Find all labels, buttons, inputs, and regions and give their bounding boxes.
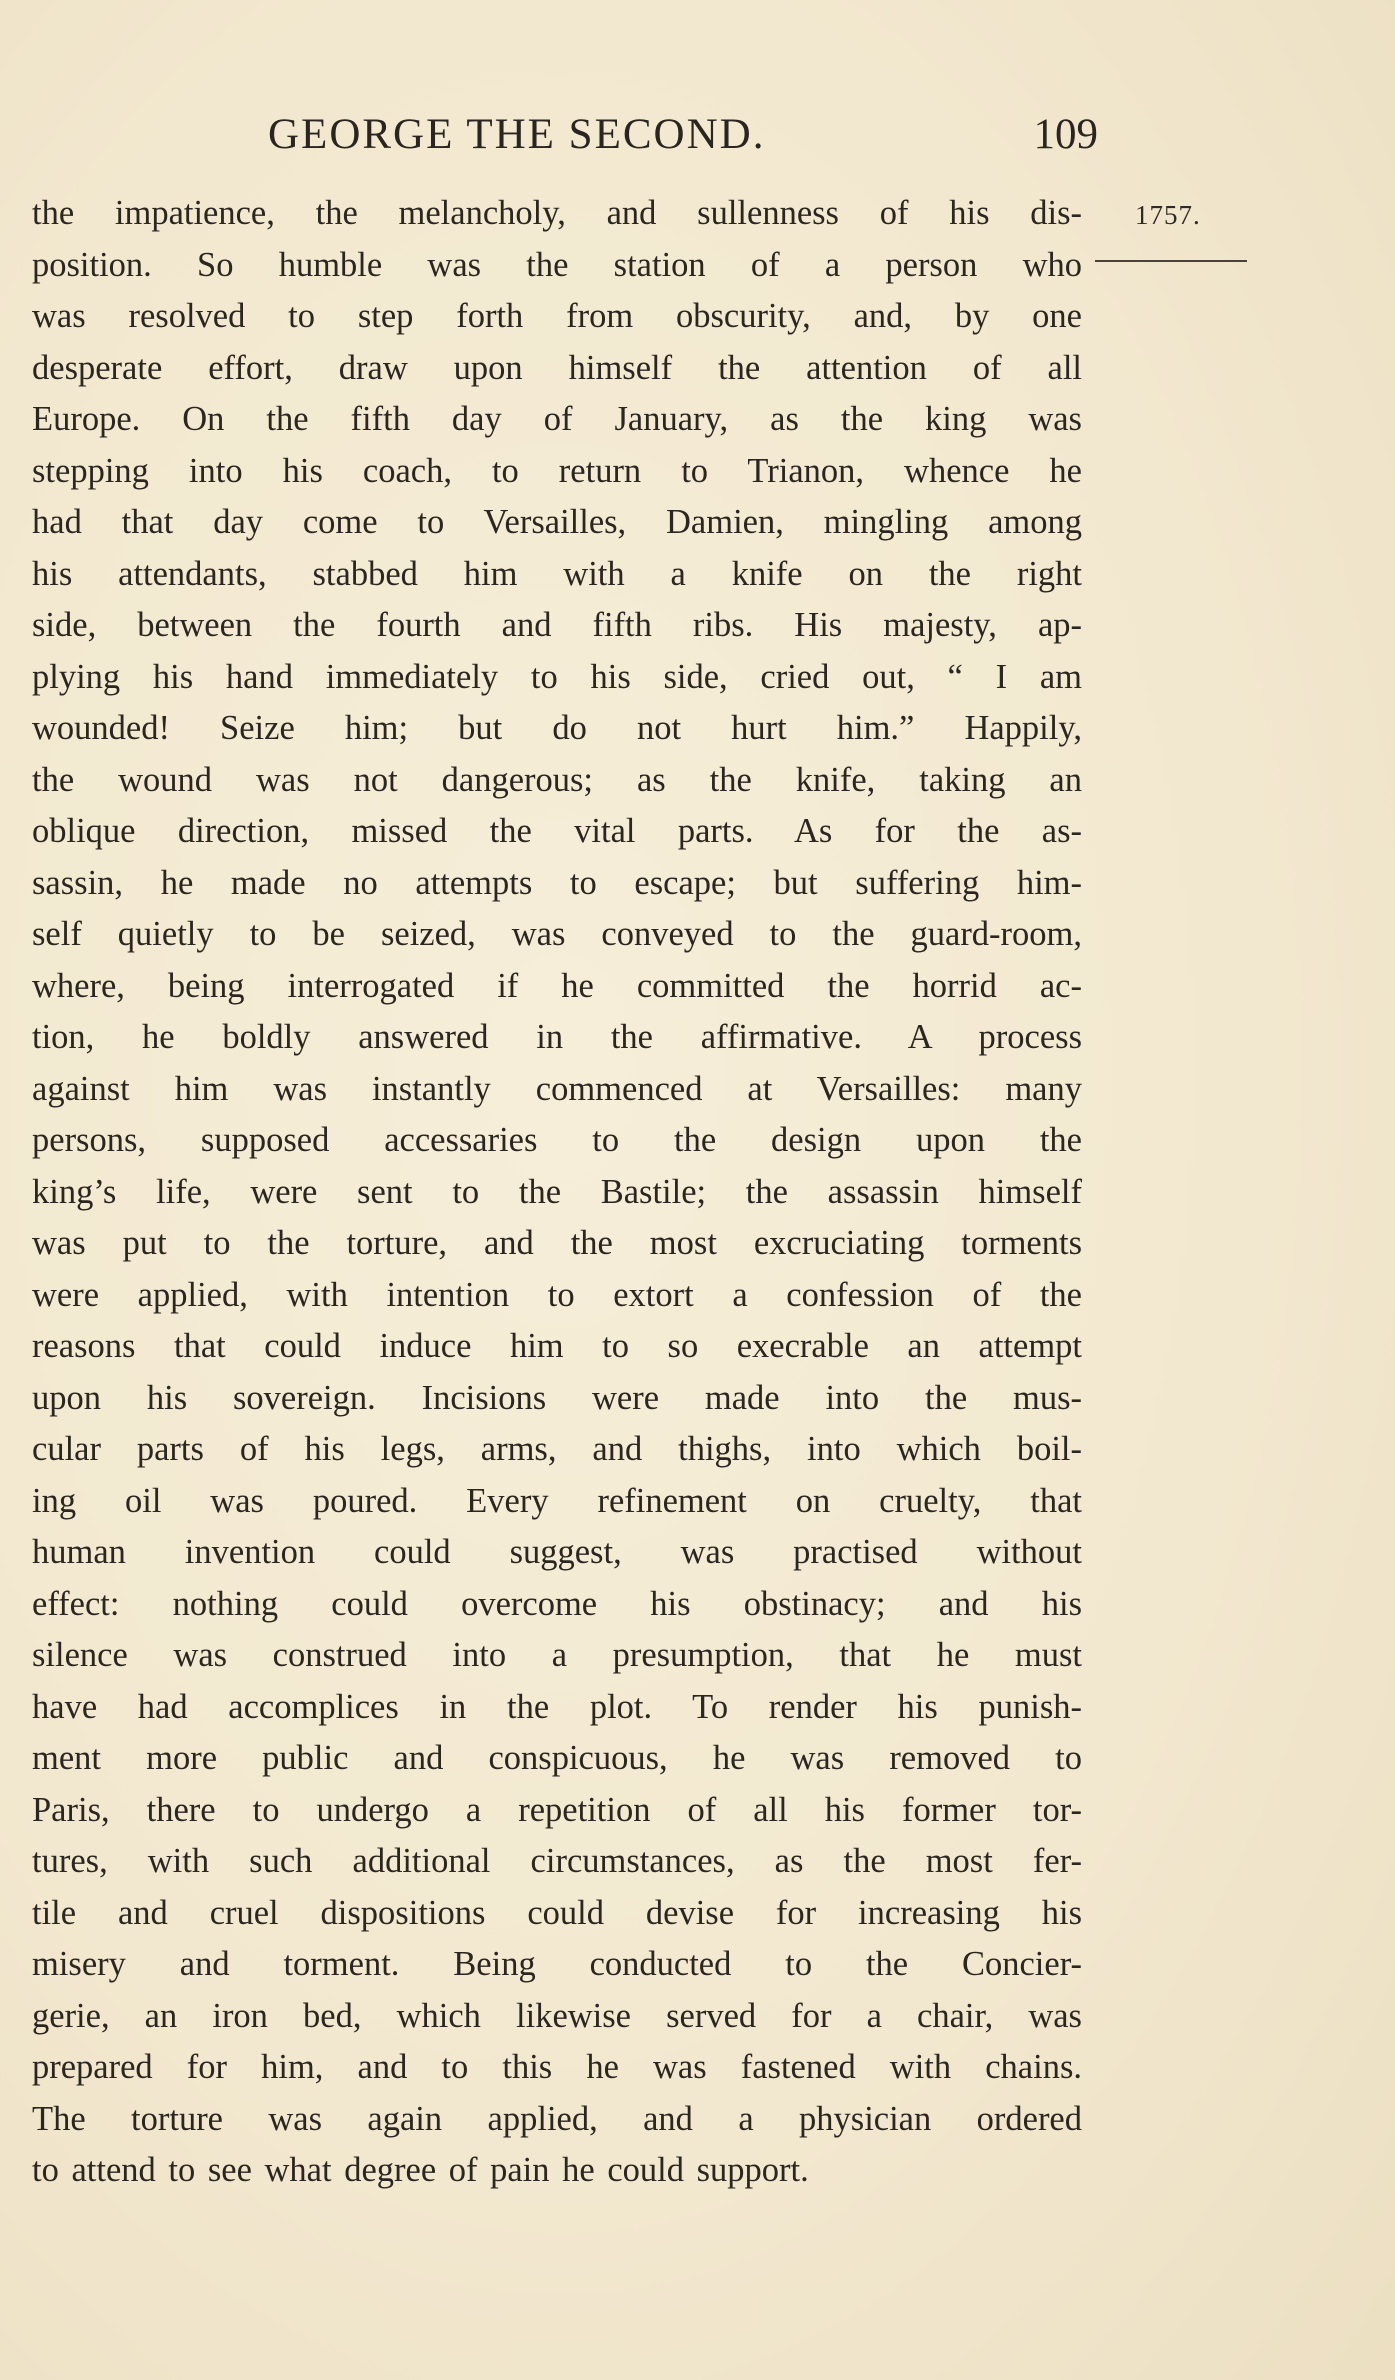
text-line: silence was construed into a presumption, that he must: [32, 1636, 1082, 1674]
text-line: Europe. On the fifth day of January, as the king was: [32, 400, 1082, 438]
text-line: tile and cruel dispositions could devise for increasing his: [32, 1893, 1082, 1932]
text-line: prepared for him, and to this he was fastened with chains.: [32, 2048, 1082, 2086]
text-line: were applied, with intention to extort a confession of the: [32, 1275, 1082, 1314]
text-line: stepping into his coach, to return to Trianon, whence he: [32, 451, 1082, 490]
text-line: tion, he boldly answered in the affirmative. A process: [32, 1018, 1082, 1056]
body-text: [32, 188, 1082, 2197]
marginal-year: 1757.: [1135, 200, 1201, 230]
text-line: side, between the fourth and fifth ribs. His majesty, ap-: [32, 606, 1082, 644]
text-line: to attend to see what degree of pain he could support.: [32, 2151, 809, 2189]
text-line: upon his sovereign. Incisions were made into the mus-: [32, 1378, 1082, 1417]
text-line: reasons that could induce him to so execrable an attempt: [32, 1327, 1082, 1365]
text-line: had that day come to Versailles, Damien, mingling among: [32, 503, 1082, 541]
text-line: plying his hand immediately to his side, cried out, “ I am: [32, 657, 1082, 696]
text-line: against him was instantly commenced at Versailles: many: [32, 1069, 1082, 1108]
text-line: tures, with such additional circumstances, as the most fer-: [32, 1842, 1082, 1880]
marginal-rule: [1095, 260, 1247, 262]
text-line: human invention could suggest, was practised without: [32, 1533, 1082, 1571]
text-line: oblique direction, missed the vital parts. As for the as-: [32, 812, 1082, 850]
text-line: Paris, there to undergo a repetition of all his former tor-: [32, 1790, 1082, 1829]
text-line: was resolved to step forth from obscurity, and, by one: [32, 297, 1082, 335]
text-line: persons, supposed accessaries to the design upon the: [32, 1121, 1082, 1159]
text-line: effect: nothing could overcome his obstinacy; and his: [32, 1584, 1082, 1623]
text-line: self quietly to be seized, was conveyed to the guard-room,: [32, 915, 1082, 953]
page-header: [268, 110, 1098, 170]
text-line: the impatience, the melancholy, and sullenness of his dis-: [32, 194, 1082, 232]
text-line: have had accomplices in the plot. To render his punish-: [32, 1687, 1082, 1726]
text-line: misery and torment. Being conducted to the Concier-: [32, 1945, 1082, 1983]
text-line: desperate effort, draw upon himself the attention of all: [32, 348, 1082, 387]
text-line: ing oil was poured. Every refinement on cruelty, that: [32, 1481, 1082, 1520]
page-number: 109: [1033, 111, 1098, 158]
text-line: position. So humble was the station of a person who: [32, 245, 1082, 284]
text-line: the wound was not dangerous; as the knife, taking an: [32, 760, 1082, 799]
text-line: sassin, he made no attempts to escape; but suffering him-: [32, 863, 1082, 902]
running-title: GEORGE THE SECOND.: [268, 111, 766, 158]
text-line: was put to the torture, and the most excruciating torments: [32, 1224, 1082, 1262]
text-line: wounded! Seize him; but do not hurt him.” Happily,: [32, 709, 1082, 747]
text-line: cular parts of his legs, arms, and thighs, into which boil-: [32, 1430, 1082, 1468]
text-line: ment more public and conspicuous, he was removed to: [32, 1739, 1082, 1777]
text-line: gerie, an iron bed, which likewise served for a chair, was: [32, 1996, 1082, 2035]
text-line: king’s life, were sent to the Bastile; the assassin himself: [32, 1172, 1082, 1211]
text-line: his attendants, stabbed him with a knife on the right: [32, 554, 1082, 593]
text-line: The torture was again applied, and a physician ordered: [32, 2099, 1082, 2138]
text-line: where, being interrogated if he committed the horrid ac-: [32, 966, 1082, 1005]
